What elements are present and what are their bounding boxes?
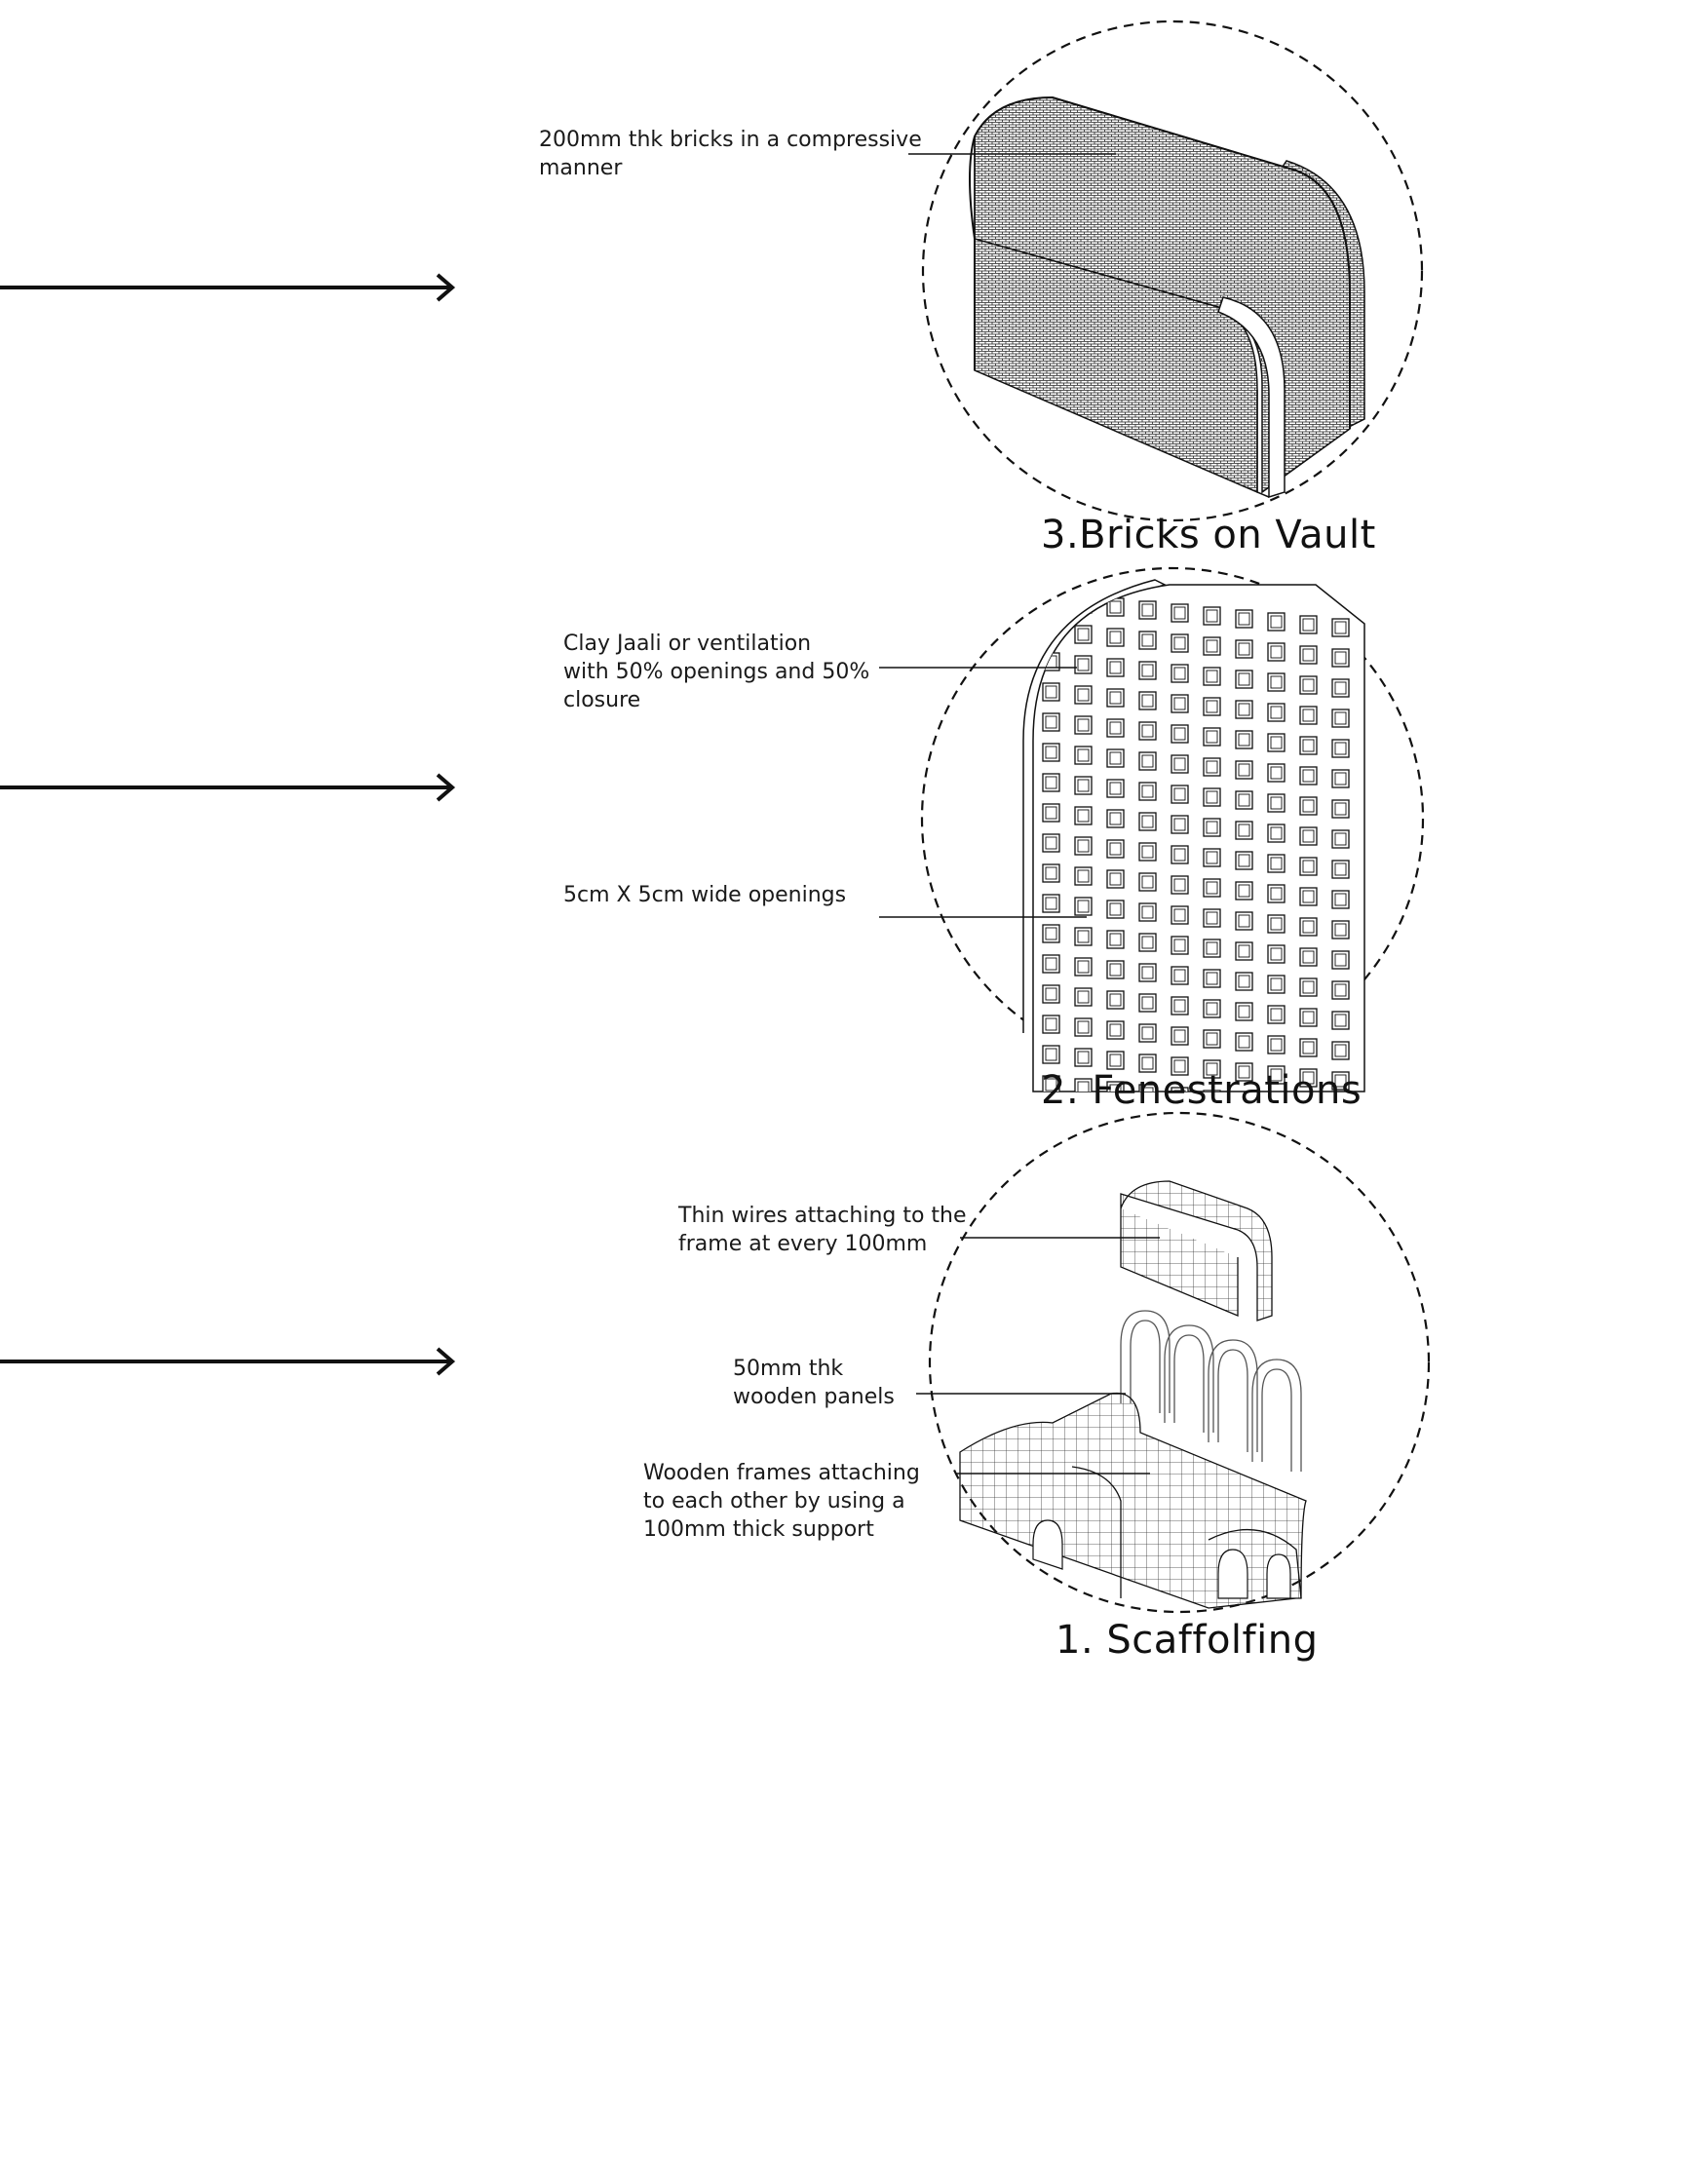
- callout-wooden-panels: 50mm thk wooden panels: [733, 1357, 895, 1409]
- callout-wooden-frames: Wooden frames attaching to each other by using a 100mm thick support: [643, 1461, 920, 1542]
- panel-fenestrations: [879, 568, 1423, 1120]
- callout-wires: Thin wires attaching to the frame at every 100mm: [678, 1204, 967, 1256]
- wooden-frame-illustration: [960, 1394, 1306, 1609]
- callout-bricks: 200mm thk bricks in a compressive manner: [539, 128, 922, 180]
- panel-scaffolding: [916, 1113, 1429, 1612]
- panel-bricks-on-vault: [908, 21, 1422, 520]
- panel-title-fenestrations: 2. Fenestrations: [1041, 1068, 1363, 1113]
- callout-openings: 5cm X 5cm wide openings: [563, 883, 847, 907]
- jaali-opening: [1043, 593, 1059, 610]
- callout-jaali: Clay Jaali or ventilation with 50% openings and 50% closure: [563, 632, 870, 712]
- arrow-right-icon: [0, 275, 452, 300]
- brick-vault-illustration: [970, 97, 1364, 497]
- arrow-right-icon: [0, 1349, 452, 1374]
- panel-title-scaffolding: 1. Scaffolfing: [1056, 1618, 1319, 1663]
- jaali-screen-illustration: [1023, 580, 1364, 1120]
- arrow-right-icon: [0, 775, 452, 800]
- panel-title-bricks-on-vault: 3.Bricks on Vault: [1041, 513, 1376, 557]
- wire-mesh-illustration: [1121, 1181, 1272, 1321]
- jaali-opening-inner: [1046, 626, 1056, 637]
